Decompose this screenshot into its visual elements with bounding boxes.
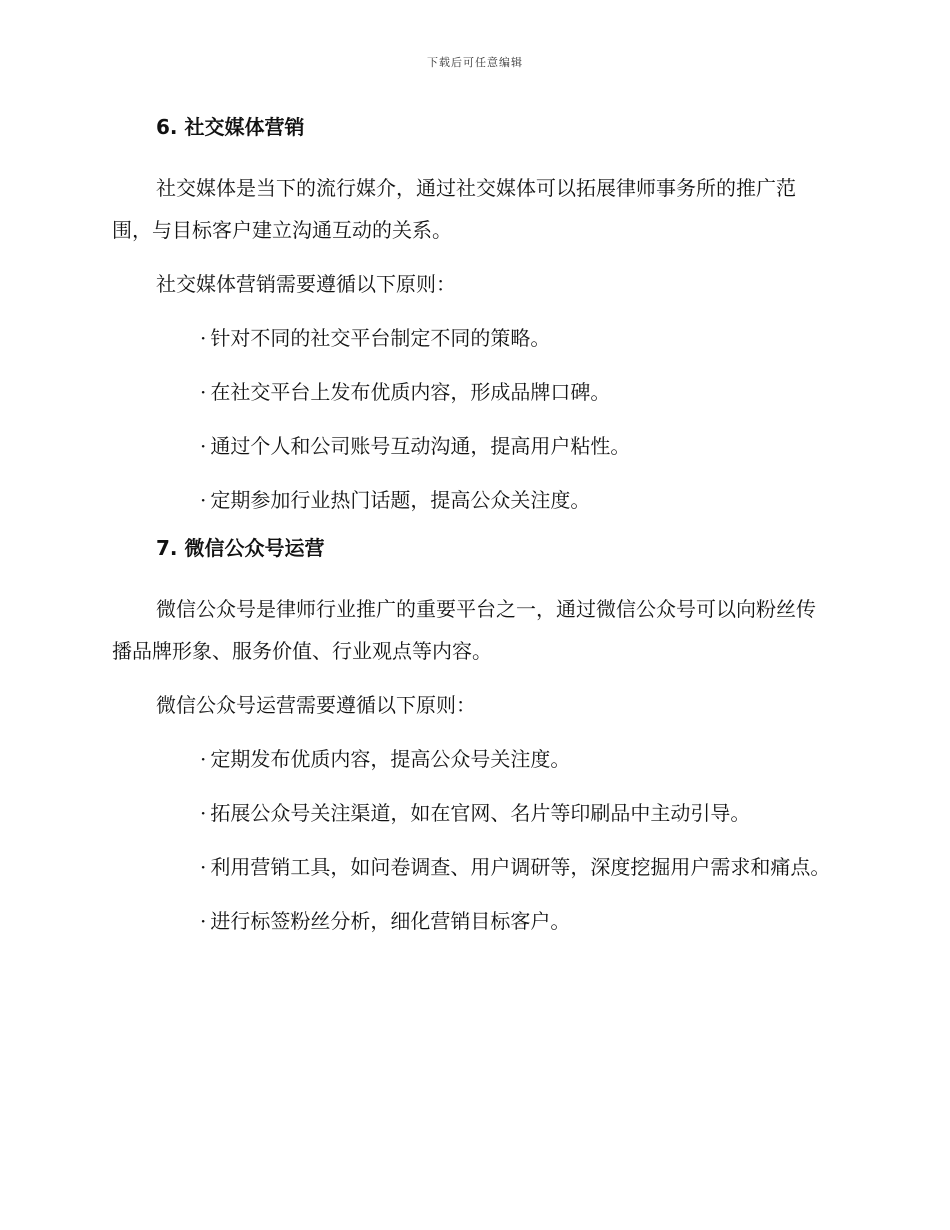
- section-intro-paragraph: 社交媒体是当下的流行媒介，通过社交媒体可以拓展律师事务所的推广范围，与目标客户建立沟通互动的关系。: [112, 176, 796, 242]
- section-heading: 7. 微信公众号运营: [156, 536, 325, 560]
- document-body: [112, 112, 832, 954]
- section-heading: 6. 社交媒体营销: [156, 115, 305, 139]
- bullet-text: 定期参加行业热门话题，提高公众关注度。: [210, 488, 591, 512]
- bullet-text: 针对不同的社交平台制定不同的策略。: [210, 326, 551, 350]
- bullet-text: 拓展公众号关注渠道，如在官网、名片等印刷品中主动引导。: [210, 801, 751, 825]
- bullet-dot-icon: ·: [200, 434, 207, 458]
- bullet-text: 通过个人和公司账号互动沟通，提高用户粘性。: [210, 434, 631, 458]
- bullet-item: [112, 425, 832, 467]
- bullet-item: [112, 738, 832, 780]
- bullet-dot-icon: ·: [200, 326, 207, 350]
- bullet-item: [112, 317, 832, 359]
- bullet-dot-icon: ·: [200, 380, 207, 404]
- bullet-item: [112, 846, 832, 888]
- bullet-dot-icon: ·: [200, 488, 207, 512]
- bullet-dot-icon: ·: [200, 909, 207, 933]
- page-header-note: 下载后可任意编辑: [427, 56, 523, 69]
- principles-title: 社交媒体营销需要遵循以下原则：: [156, 272, 456, 296]
- bullet-text: 利用营销工具，如问卷调查、用户调研等，深度挖掘用户需求和痛点。: [210, 855, 831, 879]
- bullet-item: [112, 371, 832, 413]
- bullet-item: [112, 900, 832, 942]
- bullet-item: [112, 479, 832, 521]
- bullet-dot-icon: ·: [200, 747, 207, 771]
- principles-title: 微信公众号运营需要遵循以下原则：: [156, 693, 476, 717]
- section-social-media: [112, 112, 832, 521]
- bullet-text: 定期发布优质内容，提高公众号关注度。: [210, 747, 571, 771]
- bullet-dot-icon: ·: [200, 801, 207, 825]
- bullet-item: [112, 792, 832, 834]
- bullet-text: 在社交平台上发布优质内容，形成品牌口碑。: [210, 380, 611, 404]
- bullet-text: 进行标签粉丝分析，细化营销目标客户。: [210, 909, 571, 933]
- section-wechat-account: [112, 533, 832, 942]
- bullet-dot-icon: ·: [200, 855, 207, 879]
- section-intro-paragraph: 微信公众号是律师行业推广的重要平台之一，通过微信公众号可以向粉丝传播品牌形象、服务价值、行业观点等内容。: [112, 597, 816, 663]
